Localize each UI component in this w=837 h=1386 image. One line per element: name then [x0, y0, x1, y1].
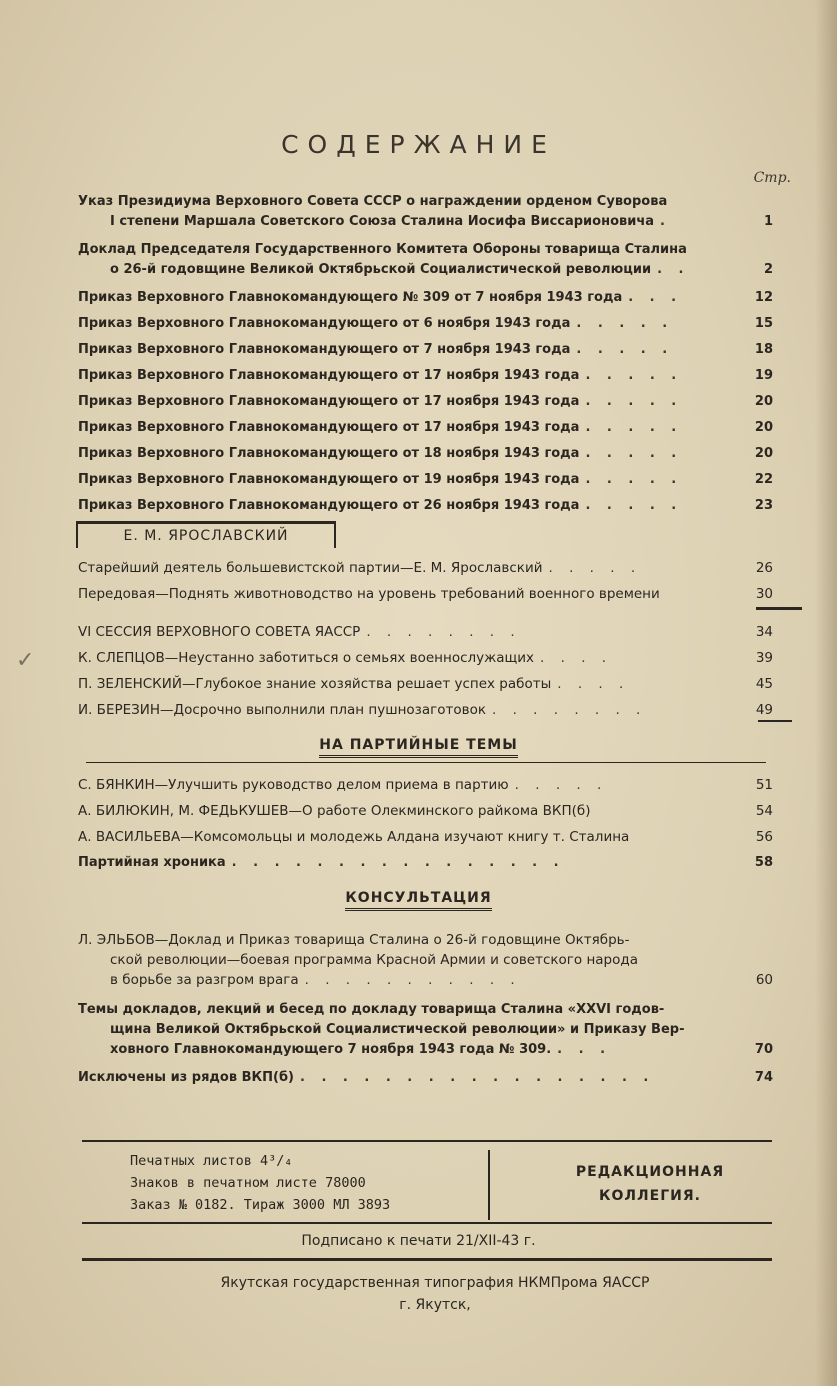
toc-entry-line: ховного Главнокомандующего 7 ноября 1943 года № 309. — [110, 1042, 552, 1057]
toc-entry-text: VI СЕССИЯ ВЕРХОВНОГО СОВЕТА ЯАССР — [78, 624, 361, 640]
toc-entry[interactable]: Старейший деятель большевистской партии—Е. М. Ярославский . . . . . 26 — [78, 560, 773, 576]
imprint-characters: Знаков в печатном листе 78000 — [130, 1175, 366, 1191]
toc-entry-text: С. БЯНКИН—Улучшить руководство делом приема в партию — [78, 777, 509, 793]
section-heading-party: НА ПАРТИЙНЫЕ ТЕМЫ — [0, 737, 837, 758]
toc-entry-line: Доклад Председателя Государственного Комитета Обороны товарища Сталина — [78, 242, 687, 257]
toc-page-number: 20 — [754, 394, 773, 409]
toc-entry-text: Приказ Верховного Главнокомандующего от 18 ноября 1943 года — [78, 446, 580, 461]
toc-entry[interactable]: Приказ Верховного Главнокомандующего от 19 ноября 1943 года . . . . . 22 — [78, 470, 773, 490]
signed-for-print: Подписано к печати 21/XII-43 г. — [301, 1233, 536, 1249]
page-column-label: Стр. — [753, 170, 791, 186]
toc-page-number: 30 — [755, 586, 773, 602]
toc-entry[interactable]: Темы докладов, лекций и бесед по докладу товарища Сталина «XXVI годов- щина Великой Октябрьской Социалистической революции» и Приказу Вер- ховного Главнокомандующего 7 ноября 1943 года № 309. . . . 70 — [78, 1000, 773, 1060]
toc-entry-text: Приказ Верховного Главнокомандующего от 26 ноября 1943 года — [78, 498, 580, 513]
toc-page-number: 49 — [755, 702, 773, 718]
toc-entry-line: щина Великой Октябрьской Социалистической революции» и Приказу Вер- — [110, 1022, 685, 1037]
toc-entry[interactable]: Приказ Верховного Главнокомандующего от 6 ноября 1943 года . . . . . 15 — [78, 314, 773, 334]
page-edge-shadow — [815, 0, 837, 1386]
toc-page-number: 58 — [754, 855, 773, 870]
toc-entry-text: Приказ Верховного Главнокомандующего от 17 ноября 1943 года — [78, 420, 580, 435]
imprint-sheets: Печатных листов 4³/₄ — [130, 1153, 293, 1169]
toc-entry-text: Исключены из рядов ВКП(б) — [78, 1070, 294, 1085]
toc-entry-text: Передовая—Поднять животноводство на уровень требований военного времени — [78, 586, 660, 602]
toc-page-number: 15 — [754, 316, 773, 331]
toc-entry-text: Приказ Верховного Главнокомандующего от 17 ноября 1943 года — [78, 368, 580, 383]
toc-entry-text: Приказ Верховного Главнокомандующего от 17 ноября 1943 года — [78, 394, 580, 409]
toc-entry[interactable] — [78, 827, 773, 847]
toc-page-number: 45 — [755, 676, 773, 692]
divider — [86, 762, 766, 763]
toc-entry-text: Приказ Верховного Главнокомандующего № 309 от 7 ноября 1943 года — [78, 290, 623, 305]
toc-entry[interactable]: Приказ Верховного Главнокомандующего от 17 ноября 1943 года . . . . . 20 — [78, 392, 773, 412]
toc-page-number: 19 — [754, 368, 773, 383]
toc-entry[interactable]: Указ Президиума Верховного Совета СССР о награждении орденом Суворова I степени Маршала Советского Союза Сталина Иосифа Виссарионовича . 1 — [78, 192, 773, 232]
toc-entry[interactable]: И. БЕРЕЗИН—Досрочно выполнили план пушнозаготовок . . . . . . . . 49 — [78, 702, 773, 718]
toc-entry-line: в борьбе за разгром врага — [110, 972, 299, 988]
divider — [82, 1222, 772, 1224]
toc-page-number: 56 — [755, 829, 773, 845]
handwritten-check-mark: ✓ — [16, 648, 35, 673]
imprint-block — [130, 1150, 390, 1216]
toc-page-number: 51 — [755, 777, 773, 793]
page-title: СОДЕРЖАНИЕ — [281, 130, 556, 159]
printer-info — [0, 1272, 837, 1316]
toc-entry[interactable]: Исключены из рядов ВКП(б) . . . . . . . . . . . . . . . . . 74 — [78, 1068, 773, 1088]
divider — [756, 607, 802, 610]
toc-page-number: 1 — [763, 214, 773, 229]
toc-entry-line: Указ Президиума Верховного Совета СССР о награждении орденом Суворова — [78, 194, 668, 209]
editorial-board — [540, 1160, 760, 1208]
toc-entry[interactable] — [78, 584, 773, 604]
toc-page-number: 20 — [754, 446, 773, 461]
toc-page-number: 12 — [754, 290, 773, 305]
toc-entry-text: Приказ Верховного Главнокомандующего от 7 ноября 1943 года — [78, 342, 571, 357]
divider — [82, 1258, 772, 1261]
toc-entry[interactable]: Приказ Верховного Главнокомандующего от 7 ноября 1943 года . . . . . 18 — [78, 340, 773, 360]
toc-page-number: 39 — [755, 650, 773, 666]
toc-entry[interactable]: Приказ Верховного Главнокомандующего от 18 ноября 1943 года . . . . . 20 — [78, 444, 773, 464]
editorial-board-line: КОЛЛЕГИЯ. — [599, 1188, 701, 1204]
toc-entry-line: Темы докладов, лекций и бесед по докладу товарища Сталина «XXVI годов- — [78, 1002, 665, 1017]
imprint-order: Заказ № 0182. Тираж 3000 МЛ 3893 — [130, 1197, 391, 1213]
toc-page-number: 2 — [763, 262, 773, 277]
divider — [758, 720, 792, 722]
toc-page-number: 20 — [754, 420, 773, 435]
toc-entry-line: I степени Маршала Советского Союза Сталина Иосифа Виссарионовича — [110, 214, 655, 229]
toc-entry[interactable]: Л. ЭЛЬБОВ—Доклад и Приказ товарища Сталина о 26-й годовщине Октябрь- ской революции—боевая программа Красной Армии и советского народа в борьбе за разгром врага . . . . . . . . . . . 60 — [78, 932, 773, 988]
toc-entry-line: о 26-й годовщине Великой Октябрьской Социалистической революции — [110, 262, 652, 277]
toc-page-number: 70 — [754, 1042, 773, 1057]
toc-entry[interactable]: Партийная хроника . . . . . . . . . . . . . . . . 58 — [78, 853, 773, 873]
toc-page-number: 23 — [754, 498, 773, 513]
toc-page-number: 26 — [755, 560, 773, 576]
toc-entry-line: ской революции—боевая программа Красной Армии и советского народа — [110, 952, 638, 968]
toc-entry-text: И. БЕРЕЗИН—Досрочно выполнили план пушнозаготовок — [78, 702, 486, 718]
toc-entry-text: Приказ Верховного Главнокомандующего от 6 ноября 1943 года — [78, 316, 571, 331]
toc-entry-text: Партийная хроника — [78, 855, 226, 870]
toc-entry-text: К. СЛЕПЦОВ—Неустанно заботиться о семьях военнослужащих — [78, 650, 535, 666]
toc-page-number: 34 — [755, 624, 773, 640]
printer-city: г. Якутск, — [399, 1297, 471, 1313]
toc-page-number: 74 — [754, 1070, 773, 1085]
section-box-yaroslavsky: Е. М. ЯРОСЛАВСКИЙ — [76, 521, 336, 548]
divider — [82, 1140, 772, 1142]
toc-entry[interactable]: Приказ Верховного Главнокомандующего от 17 ноября 1943 года . . . . . 19 — [78, 366, 773, 386]
toc-entry[interactable]: Приказ Верховного Главнокомандующего от 26 ноября 1943 года . . . . . 23 — [78, 496, 773, 516]
toc-entry-text: А. ВАСИЛЬЕВА—Комсомольцы и молодежь Алдана изучают книгу т. Сталина — [78, 829, 630, 845]
toc-entry-text: А. БИЛЮКИН, М. ФЕДЬКУШЕВ—О работе Олекминского райкома ВКП(б) — [78, 803, 591, 819]
toc-entry-text: Приказ Верховного Главнокомандующего от 19 ноября 1943 года — [78, 472, 580, 487]
toc-page-number: 60 — [755, 972, 773, 988]
toc-page-number: 18 — [754, 342, 773, 357]
toc-entry[interactable]: Доклад Председателя Государственного Комитета Обороны товарища Сталина о 26-й годовщине Великой Октябрьской Социалистической революции . . 2 — [78, 240, 773, 280]
toc-entry[interactable]: Приказ Верховного Главнокомандующего от 17 ноября 1943 года . . . . . 20 — [78, 418, 773, 438]
toc-entry[interactable]: VI СЕССИЯ ВЕРХОВНОГО СОВЕТА ЯАССР . . . . . . . . 34 — [78, 624, 773, 640]
toc-page-number: 54 — [755, 803, 773, 819]
toc-entry[interactable] — [78, 801, 773, 821]
divider-vertical — [488, 1150, 490, 1220]
section-heading-consultation: КОНСУЛЬТАЦИЯ — [0, 890, 837, 911]
toc-entry[interactable]: К. СЛЕПЦОВ—Неустанно заботиться о семьях военнослужащих . . . . 39 — [78, 650, 773, 666]
toc-entry[interactable]: С. БЯНКИН—Улучшить руководство делом приема в партию . . . . . 51 — [78, 777, 773, 793]
toc-entry[interactable]: П. ЗЕЛЕНСКИЙ—Глубокое знание хозяйства решает успех работы . . . . 45 — [78, 676, 773, 692]
toc-page-number: 22 — [754, 472, 773, 487]
toc-entry-text: Старейший деятель большевистской партии—Е. М. Ярославский — [78, 560, 543, 576]
editorial-board-line: РЕДАКЦИОННАЯ — [575, 1164, 725, 1180]
toc-entry-text: П. ЗЕЛЕНСКИЙ—Глубокое знание хозяйства решает успех работы — [78, 676, 552, 692]
toc-entry-line: Л. ЭЛЬБОВ—Доклад и Приказ товарища Сталина о 26-й годовщине Октябрь- — [78, 932, 630, 948]
toc-entry[interactable]: Приказ Верховного Главнокомандующего № 309 от 7 ноября 1943 года . . . 12 — [78, 288, 773, 308]
printer-name: Якутская государственная типография НКМПрома ЯАССР — [220, 1275, 650, 1291]
